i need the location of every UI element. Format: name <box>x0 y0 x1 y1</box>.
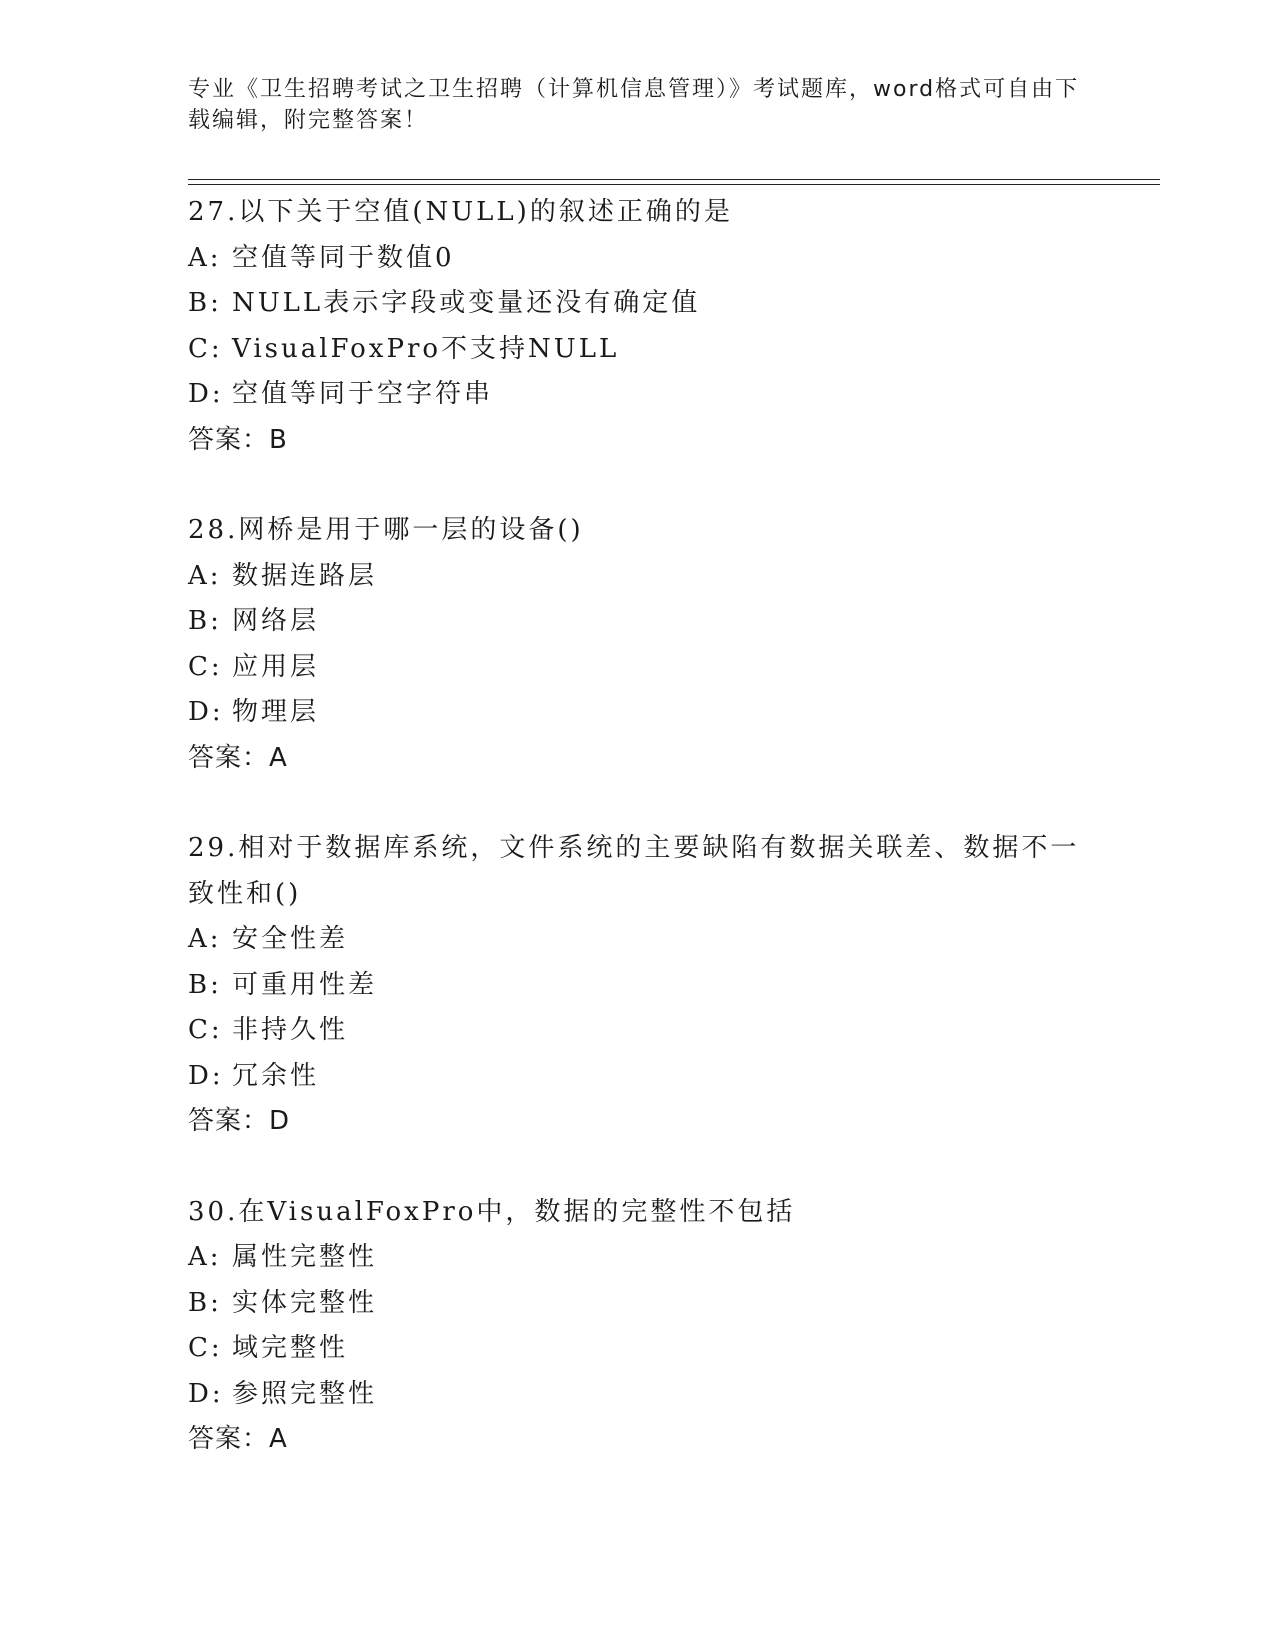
option-letter: D: <box>188 1060 224 1091</box>
option-text: 空值等同于空字符串 <box>232 379 494 409</box>
option-letter: B: <box>188 606 222 636</box>
question-stem: 28.网桥是用于哪一层的设备() <box>188 515 584 545</box>
option-letter: B: <box>188 1287 222 1318</box>
option-letter: A: <box>188 924 222 954</box>
option-letter: C: <box>188 1333 223 1363</box>
answer-line: 答案：D <box>188 1106 291 1136</box>
option-c <box>188 327 1088 373</box>
question-stem: 27.以下关于空值(NULL)的叙述正确的是 <box>188 197 733 227</box>
option-text: 冗余性 <box>232 1060 320 1091</box>
option-text: 实体完整性 <box>232 1287 378 1318</box>
option-d <box>188 1372 1088 1418</box>
question-27 <box>188 190 1088 463</box>
option-c <box>188 1008 1088 1054</box>
option-text: 参照完整性 <box>232 1378 378 1409</box>
question-stem: 29.相对于数据库系统，文件系统的主要缺陷有数据关联差、数据不一致性和() <box>188 833 1080 909</box>
option-text: 非持久性 <box>232 1015 349 1045</box>
header-divider-bottom <box>188 184 1160 185</box>
option-letter: D: <box>188 379 224 409</box>
option-d <box>188 1054 1088 1100</box>
option-text: 属性完整性 <box>232 1242 378 1272</box>
option-text: NULL表示字段或变量还没有确定值 <box>232 288 701 318</box>
option-letter: B: <box>188 288 222 318</box>
option-b <box>188 599 1088 645</box>
question-30 <box>188 1190 1088 1463</box>
option-letter: D: <box>188 697 224 727</box>
option-c <box>188 645 1088 691</box>
option-text: 网络层 <box>232 606 320 636</box>
option-text: VisualFoxPro不支持NULL <box>232 333 620 364</box>
option-a <box>188 236 1088 282</box>
option-c <box>188 1326 1088 1372</box>
option-b <box>188 281 1088 327</box>
option-letter: A: <box>188 560 222 591</box>
option-letter: C: <box>188 651 223 682</box>
option-a <box>188 1235 1088 1281</box>
option-text: 可重用性差 <box>232 969 378 1000</box>
option-d <box>188 372 1088 418</box>
option-text: 应用层 <box>232 651 320 682</box>
question-29 <box>188 826 1088 1145</box>
option-b <box>188 963 1088 1009</box>
header-divider-top <box>188 179 1160 180</box>
option-d <box>188 690 1088 736</box>
answer-line: 答案：B <box>188 424 288 455</box>
option-a <box>188 917 1088 963</box>
option-b <box>188 1281 1088 1327</box>
option-letter: A: <box>188 1242 222 1272</box>
option-letter: D: <box>188 1378 224 1409</box>
document-header: 专业《卫生招聘考试之卫生招聘（计算机信息管理）》考试题库，word格式可自由下载编辑，附完整答案！ <box>188 77 1080 133</box>
option-letter: C: <box>188 1015 223 1045</box>
question-28 <box>188 508 1088 781</box>
option-text: 数据连路层 <box>232 560 378 591</box>
question-list <box>188 190 1088 1508</box>
option-letter: C: <box>188 333 223 364</box>
option-text: 域完整性 <box>232 1333 349 1363</box>
option-letter: B: <box>188 969 222 1000</box>
option-text: 安全性差 <box>232 924 349 954</box>
option-text: 空值等同于数值0 <box>232 242 455 273</box>
answer-line: 答案：A <box>188 1424 288 1454</box>
question-stem: 30.在VisualFoxPro中，数据的完整性不包括 <box>188 1196 796 1227</box>
option-a <box>188 554 1088 600</box>
answer-line: 答案：A <box>188 742 288 773</box>
option-letter: A: <box>188 242 222 273</box>
option-text: 物理层 <box>232 697 320 727</box>
